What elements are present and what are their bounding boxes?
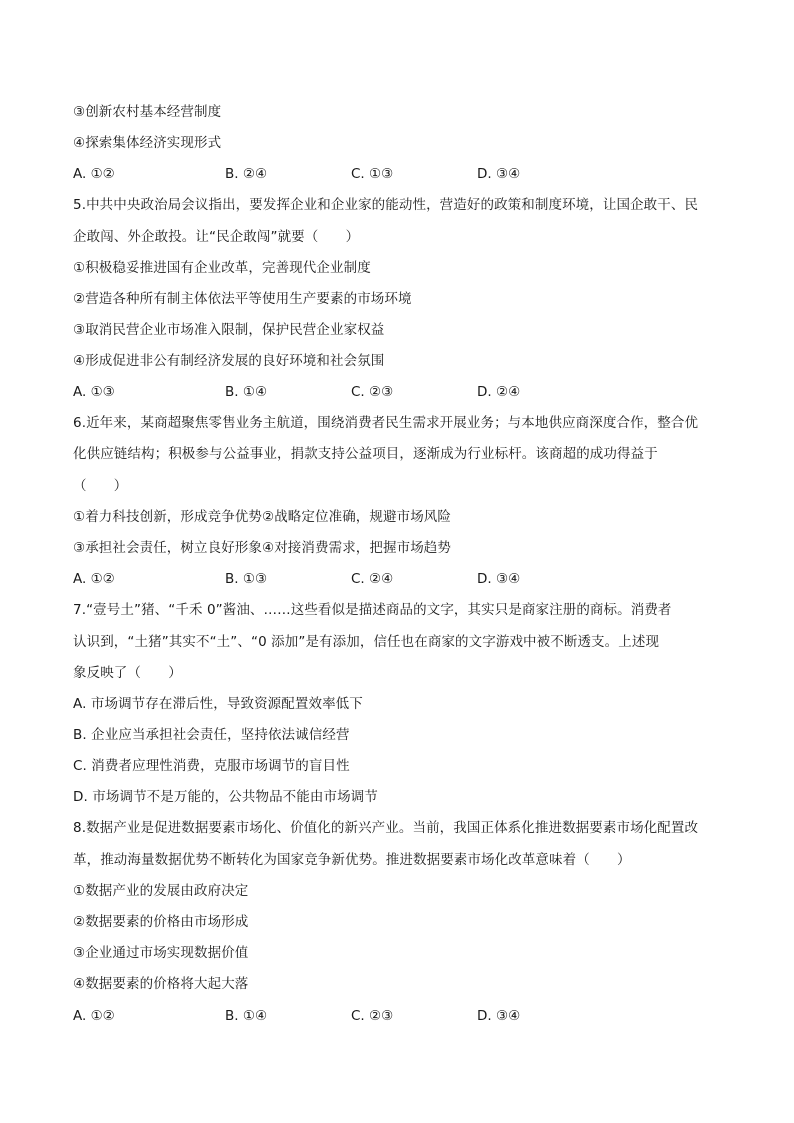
q8-stem-line-1: 8.数据产业是促进数据要素市场化、价值化的新兴产业。当前，我国正体系化推进数据要素市场化配置改 — [73, 820, 699, 836]
q5-choices — [73, 383, 723, 401]
q6-choices — [73, 570, 723, 588]
q5-statement-3: ③取消民营企业市场准入限制，保护民营企业家权益 — [73, 322, 385, 338]
q4-statement-3: ③创新农村基本经营制度 — [73, 104, 222, 120]
q8-stem-line-2: 革，推动海量数据优势不断转化为国家竞争新优势。推进数据要素市场化改革意味着（ ） — [73, 852, 631, 868]
q4-choice-b[interactable]: B. ②④ — [225, 166, 268, 182]
q5-choice-a[interactable]: A. ①③ — [73, 384, 115, 400]
q6-stem-line-1: 6.近年来，某商超聚焦零售业务主航道，围绕消费者民生需求开展业务；与本地供应商深度合作，整合优 — [73, 415, 699, 431]
q8-statement-1: ①数据产业的发展由政府决定 — [73, 883, 249, 899]
q5-statement-1: ①积极稳妥推进国有企业改革，完善现代企业制度 — [73, 260, 371, 276]
q4-choice-c[interactable]: C. ①③ — [351, 166, 394, 182]
q7-option-b[interactable]: B. 企业应当承担社会责任，坚持依法诚信经营 — [73, 727, 350, 743]
q6-choice-a[interactable]: A. ①② — [73, 571, 115, 587]
q7-stem-line-1: 7.“壹号土”猪、“千禾 0”酱油、……这些看似是描述商品的文字，其实只是商家注册的商标。消费者 — [73, 602, 672, 618]
q8-choice-d[interactable]: D. ③④ — [477, 1008, 521, 1024]
q5-statement-2: ②营造各种所有制主体依法平等使用生产要素的市场环境 — [73, 291, 412, 307]
q6-stem-line-3: （ ） — [73, 478, 128, 494]
q7-option-c[interactable]: C. 消费者应理性消费，克服市场调节的盲目性 — [73, 758, 350, 774]
q7-stem-line-2: 认识到，“土猪”其实不“土”、“0 添加”是有添加，信任也在商家的文字游戏中被不断透支。上述现 — [73, 634, 660, 650]
q8-choice-c[interactable]: C. ②③ — [351, 1008, 394, 1024]
q6-choice-c[interactable]: C. ②④ — [351, 571, 394, 587]
q4-statement-4: ④探索集体经济实现形式 — [73, 135, 222, 151]
q8-choice-a[interactable]: A. ①② — [73, 1008, 115, 1024]
q5-choice-d[interactable]: D. ②④ — [477, 384, 521, 400]
q6-stem-line-2: 化供应链结构；积极参与公益事业，捐款支持公益项目，逐渐成为行业标杆。该商超的成功得益于 — [73, 446, 658, 462]
q6-statement-2: ③承担社会责任，树立良好形象④对接消费需求，把握市场趋势 — [73, 540, 452, 556]
q6-statement-1: ①着力科技创新，形成竞争优势②战略定位准确，规避市场风险 — [73, 509, 452, 525]
q5-stem-line-1: 5.中共中央政治局会议指出，要发挥企业和企业家的能动性，营造好的政策和制度环境，让国企敢干、民 — [73, 197, 699, 213]
q4-choice-a[interactable]: A. ①② — [73, 166, 115, 182]
q8-choices — [73, 1007, 723, 1025]
q4-choice-d[interactable]: D. ③④ — [477, 166, 521, 182]
q8-statement-2: ②数据要素的价格由市场形成 — [73, 914, 249, 930]
q8-choice-b[interactable]: B. ①④ — [225, 1008, 268, 1024]
q8-statement-4: ④数据要素的价格将大起大落 — [73, 976, 249, 992]
q7-option-a[interactable]: A. 市场调节存在滞后性，导致资源配置效率低下 — [73, 696, 363, 712]
q6-choice-b[interactable]: B. ①③ — [225, 571, 268, 587]
q5-choice-c[interactable]: C. ②③ — [351, 384, 394, 400]
q6-choice-d[interactable]: D. ③④ — [477, 571, 521, 587]
q7-stem-line-3: 象反映了（ ） — [73, 665, 182, 681]
q5-stem-line-2: 企敢闯、外企敢投。让“民企敢闯”就要（ ） — [73, 229, 360, 245]
q4-choices — [73, 165, 723, 183]
q5-statement-4: ④形成促进非公有制经济发展的良好环境和社会氛围 — [73, 353, 385, 369]
q5-choice-b[interactable]: B. ①④ — [225, 384, 268, 400]
q8-statement-3: ③企业通过市场实现数据价值 — [73, 945, 249, 961]
q7-option-d[interactable]: D. 市场调节不是万能的，公共物品不能由市场调节 — [73, 789, 378, 805]
